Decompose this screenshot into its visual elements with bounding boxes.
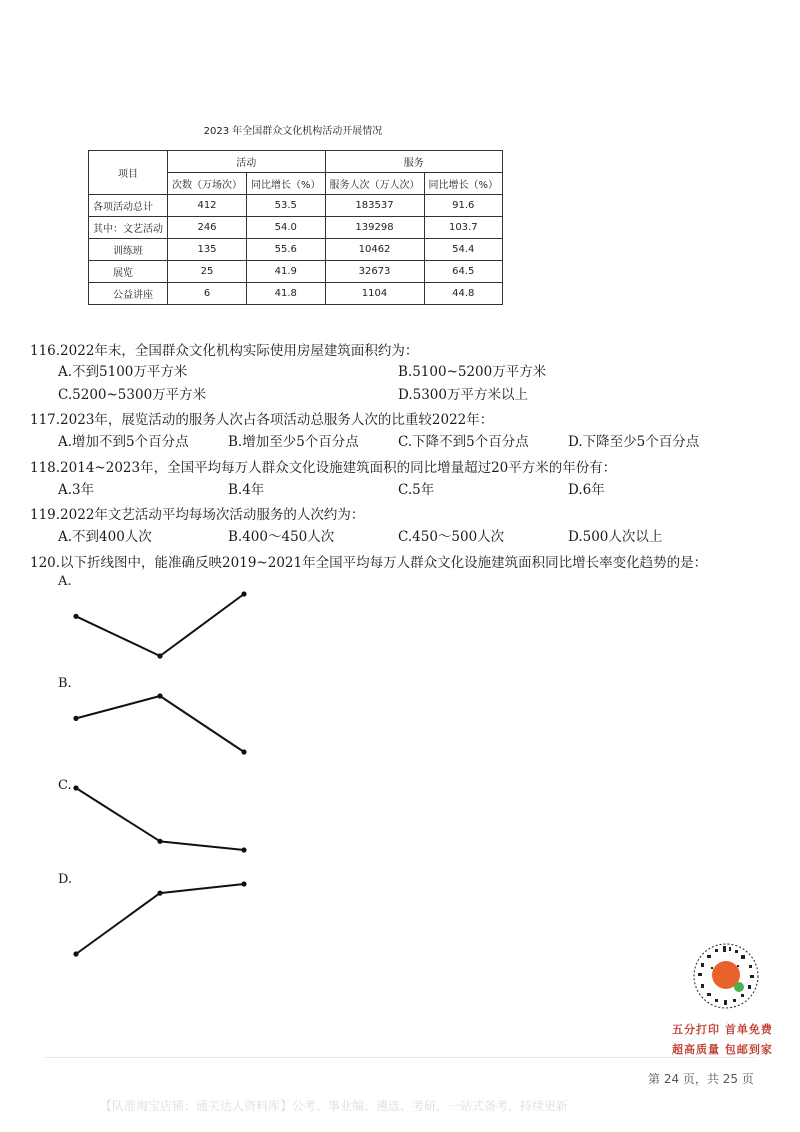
chart-c-label: C.: [58, 778, 72, 793]
question-120: 120.以下折线图中，能准确反映2019~2021年全国平均每万人群众文化设施建筑面积同比增长率变化趋势的是：: [30, 555, 708, 571]
option-116-a: A.不到5100万平方米: [58, 364, 188, 380]
cell-count: 246: [168, 217, 247, 239]
data-point: [241, 749, 246, 754]
option-119-d: D.500人次以上: [568, 529, 663, 545]
chart-b-label: B.: [58, 676, 72, 691]
cell-served: 32673: [325, 261, 424, 283]
table-row: [89, 239, 503, 261]
option-117-b: B.增加至少5个百分点: [228, 434, 359, 450]
table-row: [89, 261, 503, 283]
cell-served: 1104: [325, 283, 424, 305]
data-point: [73, 785, 78, 790]
chart-a-label: A.: [58, 574, 72, 589]
row-label: 训练班: [89, 239, 168, 261]
option-118-d: D.6年: [568, 482, 605, 498]
option-118-c: C.5年: [398, 482, 435, 498]
option-116-d: D.5300万平方米以上: [398, 387, 528, 403]
option-119-c: C.450～500人次: [398, 529, 505, 545]
chart-a: [60, 590, 260, 660]
cell-count-growth: 41.8: [247, 283, 326, 305]
question-117: 117.2023年，展览活动的服务人次占各项活动总服务人次的比重较2022年：: [30, 412, 494, 428]
data-point: [73, 951, 78, 956]
option-118-b: B.4年: [228, 482, 265, 498]
table-row: [89, 217, 503, 239]
data-point: [73, 716, 78, 721]
cell-served-growth: 64.5: [424, 261, 503, 283]
table-row: [89, 195, 503, 217]
watermark-text: 【队准淘宝店铺：通关达人资料库】公考、事业编、遴选、考研，一站式备考，持续更新: [100, 1099, 569, 1113]
data-point: [73, 614, 78, 619]
cell-count-growth: 54.0: [247, 217, 326, 239]
cell-count: 6: [168, 283, 247, 305]
series-line: [76, 696, 244, 752]
qr-code-icon: [693, 943, 759, 1009]
table-title: 2023 年全国群众文化机构活动开展情况: [203, 126, 383, 137]
data-point: [241, 591, 246, 596]
cell-count: 135: [168, 239, 247, 261]
option-116-b: B.5100~5200万平方米: [398, 364, 547, 380]
option-116-c: C.5200~5300万平方米: [58, 387, 207, 403]
cell-count: 25: [168, 261, 247, 283]
cell-served: 10462: [325, 239, 424, 261]
data-point: [157, 891, 162, 896]
option-117-c: C.下降不到5个百分点: [398, 434, 529, 450]
chart-d-label: D.: [58, 872, 73, 887]
cell-served-growth: 54.4: [424, 239, 503, 261]
table-row: [89, 283, 503, 305]
page-number: 第 24 页，共 25 页: [648, 1072, 754, 1086]
stats-table: [88, 150, 503, 305]
option-117-d: D.下降至少5个百分点: [568, 434, 700, 450]
option-118-a: A.3年: [58, 482, 95, 498]
chart-d: [60, 880, 260, 958]
cell-count-growth: 41.9: [247, 261, 326, 283]
col-served-growth: 同比增长（%）: [424, 173, 503, 195]
promo-line-2: 超高质量 包邮到家: [672, 1043, 773, 1056]
col-count-growth: 同比增长（%）: [247, 173, 326, 195]
header-activity: 活动: [168, 151, 326, 173]
header-item: 项目: [89, 151, 168, 195]
col-served: 服务人次（万人次）: [325, 173, 424, 195]
cell-count-growth: 55.6: [247, 239, 326, 261]
question-116: 116.2022年末，全国群众文化机构实际使用房屋建筑面积约为：: [30, 343, 419, 359]
chart-b: [60, 692, 260, 756]
option-119-a: A.不到400人次: [58, 529, 152, 545]
row-label: 其中：文艺活动: [89, 217, 168, 239]
data-point: [157, 693, 162, 698]
data-point: [157, 839, 162, 844]
row-label: 展览: [89, 261, 168, 283]
row-label: 公益讲座: [89, 283, 168, 305]
data-point: [241, 881, 246, 886]
qr-badge-dot: [734, 982, 744, 992]
cell-served-growth: 91.6: [424, 195, 503, 217]
header-service: 服务: [325, 151, 503, 173]
cell-served: 183537: [325, 195, 424, 217]
row-label: 各项活动总计: [89, 195, 168, 217]
cell-served-growth: 103.7: [424, 217, 503, 239]
series-line: [76, 594, 244, 656]
question-119: 119.2022年文艺活动平均每场次活动服务的人次约为：: [30, 507, 365, 523]
cell-served-growth: 44.8: [424, 283, 503, 305]
chart-c: [60, 784, 260, 854]
promo-line-1: 五分打印 首单免费: [672, 1023, 773, 1036]
option-119-b: B.400～450人次: [228, 529, 335, 545]
footer-divider: [45, 1057, 755, 1058]
question-118: 118.2014~2023年，全国平均每万人群众文化设施建筑面积的同比增量超过20平方米的年份有：: [30, 460, 617, 476]
cell-served: 139298: [325, 217, 424, 239]
col-count: 次数（万场次）: [168, 173, 247, 195]
cell-count-growth: 53.5: [247, 195, 326, 217]
table-header-row: [89, 151, 503, 173]
data-point: [157, 653, 162, 658]
cell-count: 412: [168, 195, 247, 217]
data-point: [241, 847, 246, 852]
option-117-a: A.增加不到5个百分点: [58, 434, 189, 450]
